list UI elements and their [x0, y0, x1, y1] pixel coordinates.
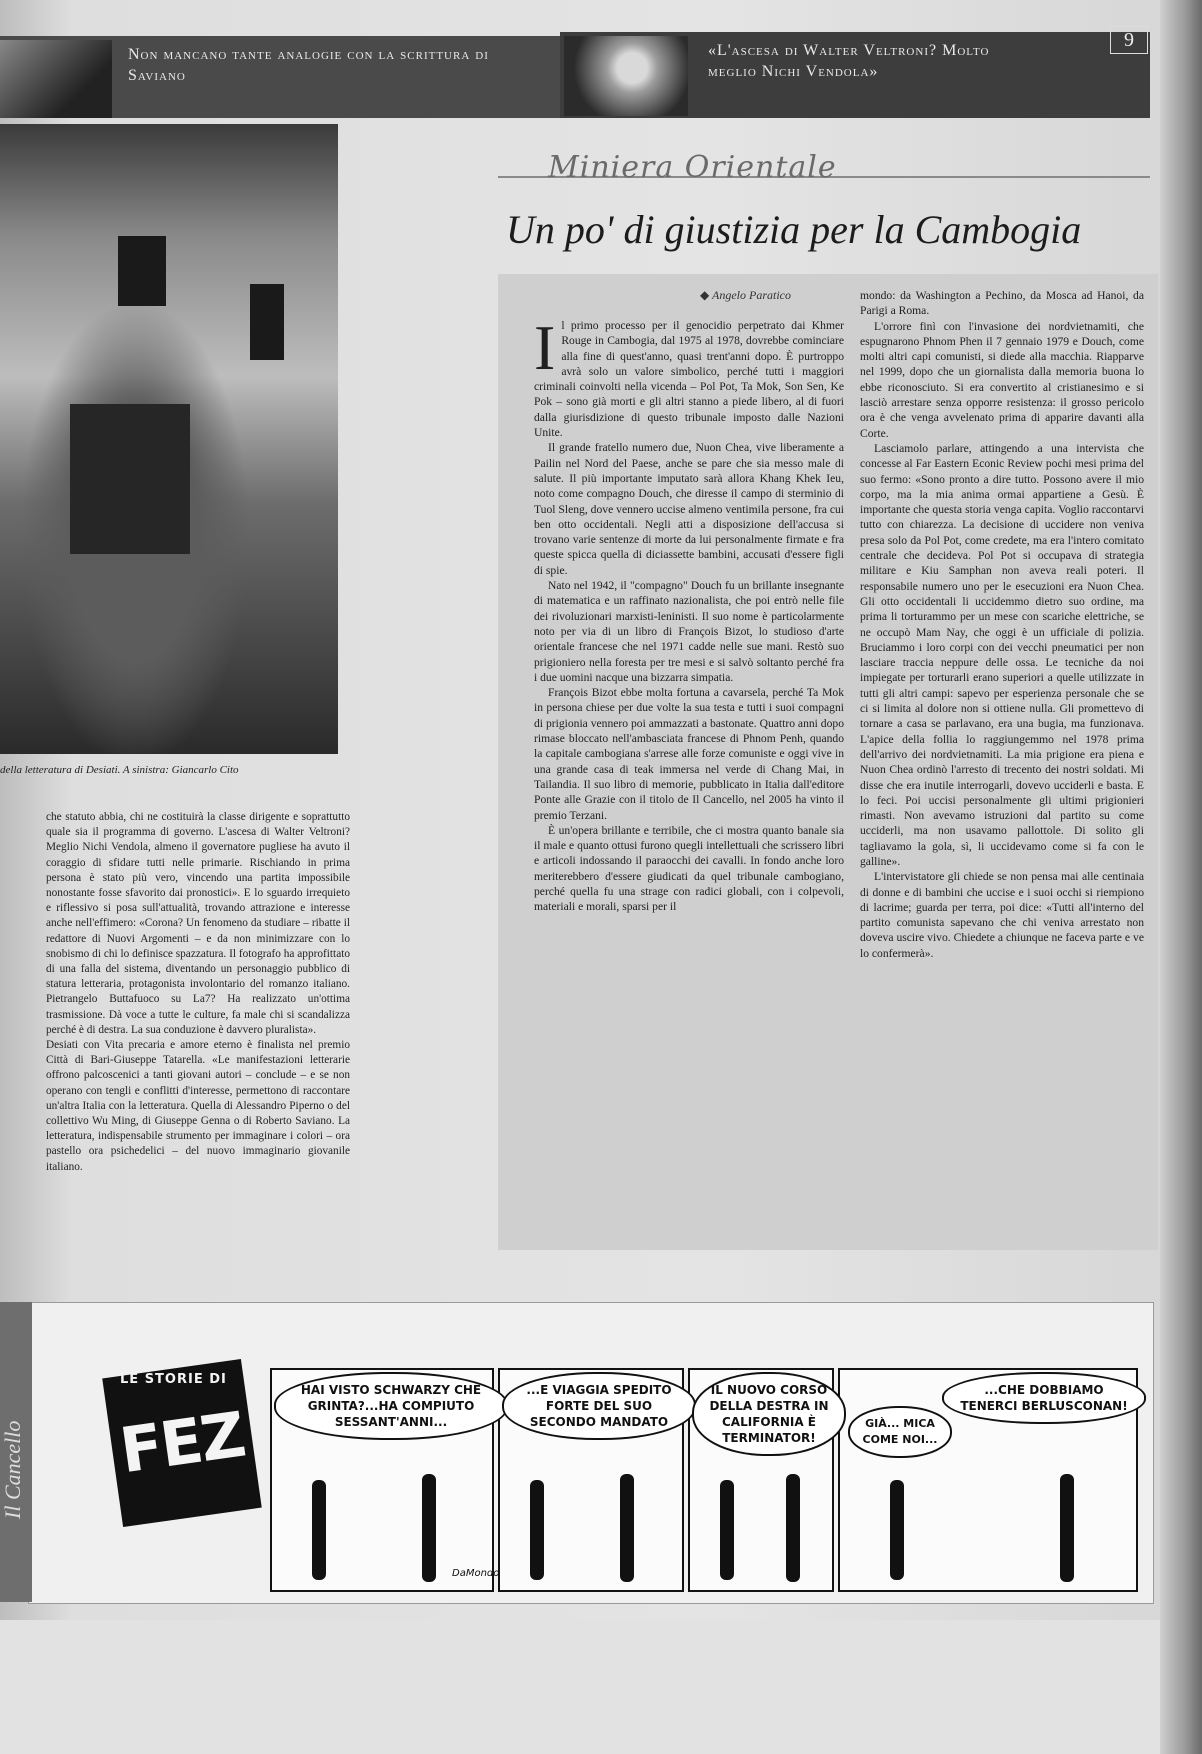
page-spine	[1160, 0, 1202, 1754]
article-lead-text: l primo processo per il genocidio perpetrato dai Khmer Rouge in Cambogia, dal 1975 al 1978, dovrebbe cominciare alla fine di quest'anno, quasi trent'anni dopo. È purtroppo avrà solo un valore simbolico, perché tutti i maggiori criminali coinvolti nella vicenda – Pol Pot, Ta Mok, Son Sen, Ke Pok – sono già morti e gli altri stanno a piede libero, al di fuori dalla giurisdizione di questo tribunale imposto dalle Nazioni Unite.	[534, 319, 844, 440]
character-figure	[530, 1480, 544, 1580]
article-paragraph: Nato nel 1942, il "compagno" Douch fu un brillante insegnante di matematica e un raffinato nazionalista, che poi entrò nelle file dei rivoluzionari marxisti-leninisti. Il suo nome è particolarmente noto per via di un libro di François Bizot, lo studioso d'arte orientale francese che nel 1971 cadde nelle sue mani. Restò suo prigioniero nella foresta per tre mesi e si salvò soltanto perché fra i due uomini nacque una bizzarra simpatia.	[534, 579, 844, 684]
page-bottom-margin	[0, 1620, 1160, 1754]
speech-bubble-2: ...E VIAGGIA SPEDITO FORTE DEL SUO SECONDO MANDATO	[502, 1372, 696, 1440]
speech-bubble-5: ...CHE DOBBIAMO TENERCI BERLUSCONAN!	[942, 1372, 1146, 1424]
article-headline: Un po' di giustizia per la Cambogia	[506, 207, 1082, 252]
article-column-2	[860, 288, 1144, 961]
author-thumbnail	[0, 40, 112, 118]
photo-caption: della letteratura di Desiati. A sinistra: Giancarlo Cito	[0, 764, 239, 776]
drop-cap: I	[534, 312, 556, 383]
article-paragraph: François Bizot ebbe molta fortuna a cavarsela, perché Ta Mok in persona chiese per due volte la sua testa e tutti i suoi compagni di prigionia vennero poi ammazzati a bastonate. Quattro anni dopo rimase bloccato nell'ambasciata francese di Phnom Penh, quando la capitale cambogiana s'arrese alle forze comuniste e oggi vive in una grande casa di teak immersa nel verde di Chang Mai, in Tailandia. Il suo libro di memorie, pubblicato in Italia dall'editore Ponte alle Grazie con il titolo de Il Cancello, nel 2005 ha vinto il premio Terzani.	[534, 686, 844, 822]
strip-title: LE STORIE DI	[120, 1372, 227, 1387]
article-column-1	[534, 312, 844, 915]
header-kicker-left: Non mancano tante analogie con la scrittura di Saviano	[128, 46, 489, 84]
article-paragraph: Lasciamolo parlare, attingendo a una intervista che concesse al Far Eastern Econic Review pochi mesi prima del suo fermo: «Sono pronto a dire tutto. Possono avere il mio corpo, ma la mia anima ormai appartiene a Gesù. È importante che questa storia venga capita. Voglio raccontarvi tutto con chiarezza. La decisione di uccidere non veniva presa solo da Pol Pot, come credete, ma era l'intero comitato centrale che decideva. Pol Pot si occupava di strategia militare e Kiu Samphan non aveva reali poteri. Il responsabile numero uno per le esecuzioni era Nuon Chea. Gli otto occidentali li uccidemmo dietro suo ordine, ma prima li torturammo per un mese con scariche elettriche, se ne occupò Mam Nay, che oggi è un ufficiale di polizia. Bruciammo i loro corpi con dei vecchi pneumatici per non lasciare traccia neppure delle ossa. Le tecniche da noi impiegate per torturarli erano superiori a quelle utilizzate in tutti gli altri campi: sapevo per esperienza personale che se ci si limita al dolore non si ottiene nulla. Gli promettevo di tornare a casa se parlavano, era una bugia, ma funzionava. L'apice della follia lo raggiungemmo nel 1978 prima dell'arrivo dei nordvietnamiti. La mia prigione era piena e Nuon Chea ordinò l'arresto di trecento dei nostri soldati. Mi disse che era inutile interrogarli, dovevo ucciderli e basta. E lo feci. Poi uccisi personalmente gli ultimi prigionieri rimasti. Non avevamo istruzioni dal partito su come ucciderli, ma non usavamo pallottole. Di solito gli tagliavamo la gola, sì, li uccidevamo come si fa con le galline».	[860, 441, 1144, 868]
byline-author: Angelo Paratico	[712, 288, 791, 302]
article-paragraph: Il grande fratello numero due, Nuon Chea, vive liberamente a Pailin nel Nord del Paese, anche se pare che sia messo male di salute. Il più importante imputato sarà allora Khang Khek Ieu, noto come compagno Douch, che diresse il campo di sterminio di Tuol Sleng, dove vennero uccise almeno ventimila persone, fra cui ben otto occidentali. Negli atti a disposizione dell'accusa si trovano varie sentenze di morte da lui personalmente firmate e fra queste spicca quella di diciassette bambini, accusati d'essere figli di spie.	[534, 441, 844, 577]
section-rubric: Miniera Orientale	[548, 150, 837, 185]
fez-logo: FEZ	[102, 1359, 262, 1527]
cartoonist-signature: DaMondo	[452, 1568, 500, 1579]
article-paragraph: L'intervistatore gli chiede se non pensa mai alle centinaia di donne e di bambini che uccise e i suoi occhi si riempiono di lacrime; guarda per terra, poi dice: «Tutti all'interno del partito comunista sapevano che chi veniva arrestato non doveva uscire vivo. Chiedete a chiunque ne faceva parte e ve lo confermerà».	[860, 870, 1144, 960]
speech-bubble-4: GIÀ... MICA COME NOI...	[848, 1406, 952, 1458]
article-paragraph: mondo: da Washington a Pechino, da Mosca ad Hanoi, da Parigi a Roma.	[860, 289, 1144, 318]
header-kicker-right: «L'ascesa di Walter Veltroni? Molto meglio Nichi Vendola»	[708, 42, 990, 80]
article-byline: ◆ Angelo Paratico	[700, 288, 791, 302]
article-paragraph: È un'opera brillante e terribile, che ci mostra quanto banale sia il male e quanto ottusi furono quegli intellettuali che scrissero libri e articoli indossando il paraocchi dei cavalli. In fondo anche loro meriterebbero d'essere giudicati da quel tribunale cambogiano, perché quella fu una strage con radici globali, con i colpevoli, materiali e morali, sparsi per il	[534, 823, 844, 914]
street-photo	[0, 124, 338, 754]
speech-bubble-1: HAI VISTO SCHWARZY CHE GRINTA?...HA COMPIUTO SESSANT'ANNI...	[274, 1372, 508, 1440]
character-figure	[890, 1480, 904, 1580]
comic-side-label: Il Cancello	[0, 1420, 25, 1520]
character-figure	[720, 1480, 734, 1580]
character-figure	[312, 1480, 326, 1580]
character-figure	[422, 1474, 436, 1582]
page-number: 9	[1110, 26, 1148, 54]
photo-window	[118, 236, 166, 306]
photo-window	[250, 284, 284, 360]
left-paragraph: che statuto abbia, chi ne costituirà la classe dirigente e soprattutto quale sia il programma di governo. L'ascesa di Walter Veltroni? Meglio Nichi Vendola, almeno il governatore pugliese ha avuto il coraggio di sfidare tutti nelle primarie. Rischiando in prima persona è stato più vero, vincendo una partita impossibile nonostante fosse sfavorito dai pronostici». E lo sguardo irrequieto e riflessivo si posa sull'attualità, trovando attrazione e interesse anche nell'effimero: «Corona? Un fenomeno da studiare – ribatte il redattore di Nuovi Argomenti – e da non minimizzare con lo snobismo di chi lo definisce spazzatura. Il fotografo ha approfittato di una falla del sistema, diventando un personaggio pubblico di statura letteraria, protagonista involontario del romanzo italiano. Pietrangelo Buttafuoco su La7? Ha realizzato un'ottima trasmissione. Dà voce a tutte le culture, fa male chi si scandalizza perché è di destra. La sua conduzione è davvero pluralista».	[46, 811, 350, 1036]
left-paragraph: Desiati con Vita precaria e amore eterno è finalista nel premio Città di Bari-Giuseppe Tatarella. «Le manifestazioni letterarie offrono palcoscenici a tanti giovani autori – conclude – e se non operano con tengli e conflitti d'interesse, permettono di raccontare un'altra Italia con la letteratura. Quella di Alessandro Piperno o del collettivo Wu Ming, di Giuseppe Genna o di Roberto Saviano. La letteratura, indispensabile strumento per immaginare i colori – ora pastello ora psichedelici – del nuovo immaginario giovanile italiano.	[46, 1039, 350, 1173]
speech-bubble-3: IL NUOVO CORSO DELLA DESTRA IN CALIFORNIA È TERMINATOR!	[692, 1372, 846, 1456]
article-paragraph: L'orrore finì con l'invasione dei nordvietnamiti, che espugnarono Phnom Phen il 7 gennaio 1979 e Douch, come molti altri capi comunisti, si diede alla macchia. Riapparve nel 1999, dopo che un giornalista dalla memoria buona lo ebbe riconosciuto. Si era convertito al cristianesimo e si lasciò arrestare senza opporre resistenza: il grosso pericolo ora è che venga avvelenato prima di apparire davanti alla Corte.	[860, 319, 1144, 440]
article-paragraph	[534, 312, 844, 440]
character-figure	[786, 1474, 800, 1582]
photo-doorway	[70, 404, 190, 554]
character-figure	[620, 1474, 634, 1582]
left-column-text	[46, 810, 350, 1175]
character-figure	[1060, 1474, 1074, 1582]
politician-thumbnail	[564, 36, 688, 116]
